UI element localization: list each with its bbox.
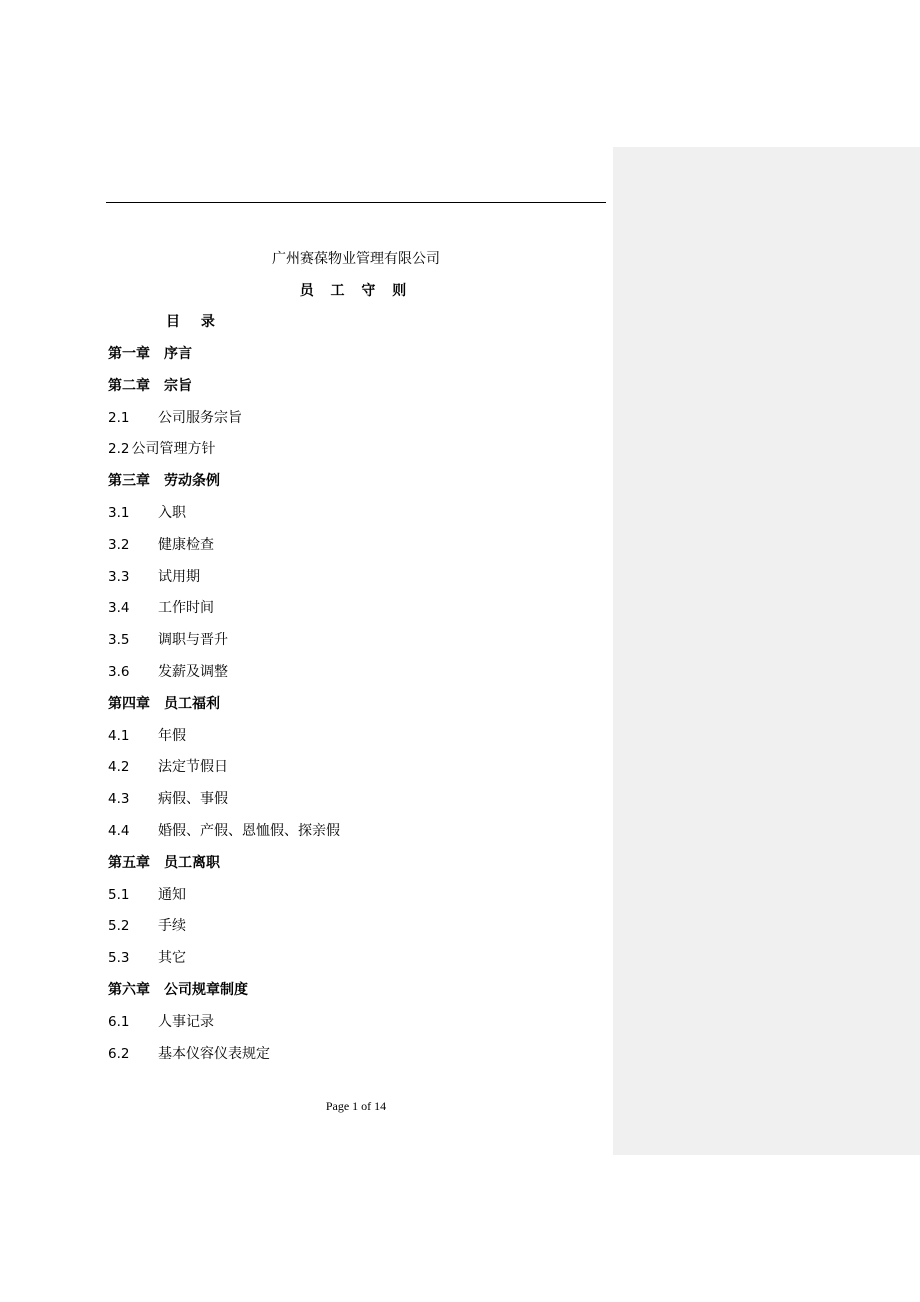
toc-title: 公司管理方针 — [131, 441, 216, 458]
toc-number: 5.3 — [108, 950, 130, 967]
toc-number: 4.4 — [108, 822, 130, 839]
toc-number: 6.2 — [108, 1045, 130, 1062]
toc-number: 第五章 — [108, 854, 150, 871]
toc-title: 病假、事假 — [158, 791, 228, 808]
toc-item — [108, 726, 340, 758]
toc-title: 其它 — [158, 950, 186, 967]
toc-number: 3.1 — [108, 504, 130, 521]
toc-number: 5.2 — [108, 918, 130, 935]
toc-item — [108, 916, 340, 948]
toc-item — [108, 598, 340, 630]
table-of-contents — [108, 344, 340, 1075]
toc-chapter — [108, 376, 340, 408]
toc-number: 3.2 — [108, 536, 130, 553]
toc-title: 劳动条例 — [164, 473, 220, 490]
toc-chapter — [108, 694, 340, 726]
toc-title: 法定节假日 — [158, 759, 228, 776]
toc-number: 第六章 — [108, 981, 150, 998]
toc-title: 员工离职 — [164, 854, 220, 871]
toc-item — [108, 662, 340, 694]
toc-chapter — [108, 980, 340, 1012]
toc-number: 3.5 — [108, 632, 130, 649]
toc-item — [108, 567, 340, 599]
toc-number: 第四章 — [108, 695, 150, 712]
toc-chapter — [108, 853, 340, 885]
toc-title: 试用期 — [158, 568, 200, 585]
toc-title: 员工福利 — [164, 695, 220, 712]
toc-chapter — [108, 471, 340, 503]
toc-title: 公司规章制度 — [164, 981, 248, 998]
toc-item — [108, 821, 340, 853]
toc-item — [108, 408, 340, 440]
toc-item — [108, 948, 340, 980]
toc-number: 第三章 — [108, 473, 150, 490]
toc-title: 人事记录 — [158, 1013, 214, 1030]
header-rule — [106, 202, 606, 203]
toc-title: 通知 — [158, 886, 186, 903]
toc-number: 5.1 — [108, 886, 130, 903]
toc-number: 4.3 — [108, 791, 130, 808]
toc-number: 第一章 — [108, 346, 150, 362]
toc-title: 发薪及调整 — [158, 663, 228, 680]
toc-title: 婚假、产假、恩恤假、探亲假 — [158, 822, 340, 839]
toc-title: 宗旨 — [164, 377, 192, 394]
toc-number: 3.6 — [108, 663, 130, 680]
toc-title: 健康检查 — [158, 536, 214, 553]
toc-title: 基本仪容仪表规定 — [158, 1045, 270, 1062]
toc-title: 公司服务宗旨 — [158, 409, 242, 426]
toc-number: 6.1 — [108, 1013, 130, 1030]
comment-pane — [613, 147, 920, 1155]
toc-title: 入职 — [158, 504, 186, 521]
toc-chapter — [108, 344, 340, 376]
toc-number: 3.4 — [108, 600, 130, 617]
toc-item — [108, 757, 340, 789]
toc-title: 年假 — [158, 727, 186, 744]
toc-number: 第二章 — [108, 377, 150, 394]
toc-item — [108, 885, 340, 917]
toc-item — [108, 535, 340, 567]
toc-title: 调职与晋升 — [158, 632, 228, 649]
toc-item — [108, 1012, 340, 1044]
toc-item — [108, 789, 340, 821]
toc-item — [108, 439, 340, 471]
toc-title: 序言 — [164, 346, 192, 362]
toc-title: 工作时间 — [158, 600, 214, 617]
toc-item — [108, 1044, 340, 1076]
toc-number: 4.2 — [108, 759, 130, 776]
toc-item — [108, 630, 340, 662]
toc-item — [108, 503, 340, 535]
toc-number: 4.1 — [108, 727, 130, 744]
page-footer: Page 1 of 14 — [325, 1099, 387, 1113]
toc-number: 2.1 — [108, 409, 130, 426]
company-name: 广州赛葆物业管理有限公司 — [272, 251, 440, 267]
toc-heading: 目 录 — [166, 314, 216, 330]
document-title: 员 工 守 则 — [299, 283, 413, 299]
toc-number: 2.2 — [108, 441, 130, 458]
toc-number: 3.3 — [108, 568, 130, 585]
toc-title: 手续 — [158, 918, 186, 935]
